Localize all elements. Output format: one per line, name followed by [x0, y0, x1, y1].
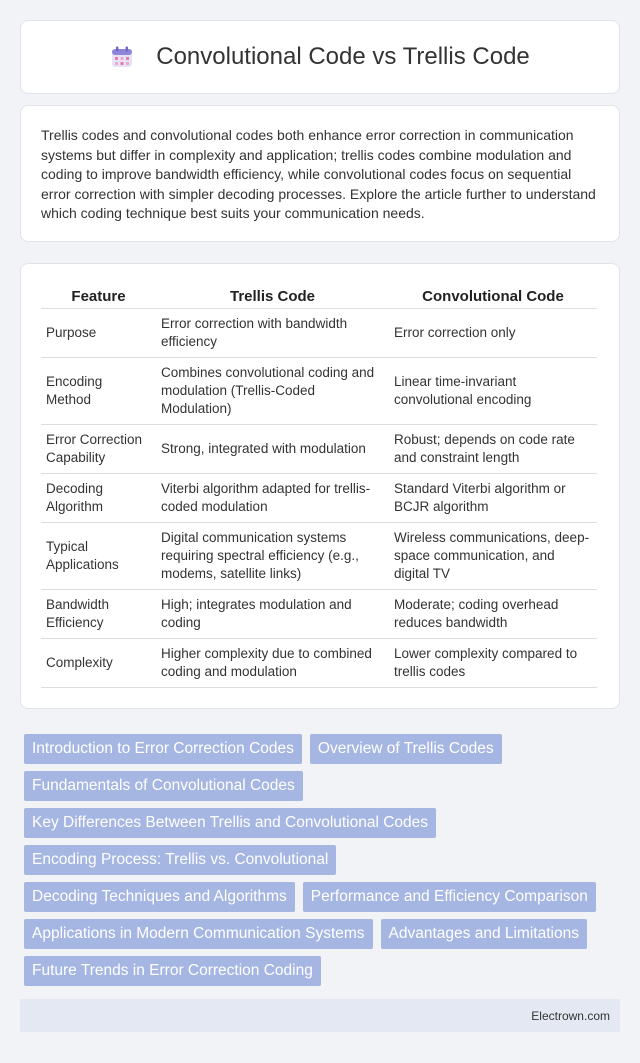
- related-topics: [24, 734, 624, 993]
- page-title: Convolutional Code vs Trellis Code: [156, 43, 530, 70]
- topic-tag[interactable]: Future Trends in Error Correction Coding: [24, 956, 321, 986]
- table-cell: Purpose: [41, 309, 156, 358]
- topic-tag[interactable]: Introduction to Error Correction Codes: [24, 734, 302, 764]
- topic-tag[interactable]: Applications in Modern Communication Systems: [24, 919, 373, 949]
- table-row: [41, 358, 597, 425]
- table-cell: Decoding Algorithm: [41, 474, 156, 523]
- table-cell: Error correction with bandwidth efficiency: [156, 309, 389, 358]
- intro-card: [20, 105, 620, 242]
- table-cell: Standard Viterbi algorithm or BCJR algorithm: [389, 474, 597, 523]
- table-cell: Wireless communications, deep-space communication, and digital TV: [389, 523, 597, 590]
- topic-tag[interactable]: Decoding Techniques and Algorithms: [24, 882, 295, 912]
- table-cell: Higher complexity due to combined coding and modulation: [156, 639, 389, 688]
- topic-tag[interactable]: Performance and Efficiency Comparison: [303, 882, 596, 912]
- table-header-row: [41, 284, 597, 309]
- table-cell: Combines convolutional coding and modulation (Trellis-Coded Modulation): [156, 358, 389, 425]
- table-cell: Typical Applications: [41, 523, 156, 590]
- table-cell: High; integrates modulation and coding: [156, 590, 389, 639]
- calendar-icon: [110, 45, 134, 69]
- table-row: [41, 425, 597, 474]
- table-cell: Strong, integrated with modulation: [156, 425, 389, 474]
- comparison-table: [41, 284, 597, 688]
- column-header: Feature: [41, 284, 156, 309]
- table-row: [41, 523, 597, 590]
- table-row: [41, 639, 597, 688]
- table-cell: Moderate; coding overhead reduces bandwidth: [389, 590, 597, 639]
- footer-brand[interactable]: Electrown.com: [531, 1008, 610, 1023]
- table-cell: Complexity: [41, 639, 156, 688]
- topic-tag[interactable]: Overview of Trellis Codes: [310, 734, 502, 764]
- table-cell: Lower complexity compared to trellis codes: [389, 639, 597, 688]
- topic-tag[interactable]: Encoding Process: Trellis vs. Convolutional: [24, 845, 336, 875]
- table-cell: Digital communication systems requiring spectral efficiency (e.g., modems, satellite links): [156, 523, 389, 590]
- topic-tag[interactable]: Advantages and Limitations: [381, 919, 587, 949]
- comparison-table-card: [20, 263, 620, 709]
- topic-tag[interactable]: Key Differences Between Trellis and Convolutional Codes: [24, 808, 436, 838]
- table-row: [41, 474, 597, 523]
- intro-text: Trellis codes and convolutional codes both enhance error correction in communication systems but differ in complexity and application; trellis codes combine modulation and coding to improve bandwidth efficiency, while convolutional codes focus on sequential error correction with simpler decoding processes. Explore the article further to understand which coding technique best suits your communication needs.: [41, 127, 596, 221]
- table-cell: Error Correction Capability: [41, 425, 156, 474]
- table-cell: Bandwidth Efficiency: [41, 590, 156, 639]
- table-cell: Robust; depends on code rate and constraint length: [389, 425, 597, 474]
- table-row: [41, 590, 597, 639]
- table-cell: Viterbi algorithm adapted for trellis-coded modulation: [156, 474, 389, 523]
- topic-tag[interactable]: Fundamentals of Convolutional Codes: [24, 771, 303, 801]
- footer: [20, 999, 620, 1032]
- table-cell: Error correction only: [389, 309, 597, 358]
- title-card: [20, 20, 620, 94]
- table-cell: Encoding Method: [41, 358, 156, 425]
- table-row: [41, 309, 597, 358]
- column-header: Trellis Code: [156, 284, 389, 309]
- table-cell: Linear time-invariant convolutional encoding: [389, 358, 597, 425]
- column-header: Convolutional Code: [389, 284, 597, 309]
